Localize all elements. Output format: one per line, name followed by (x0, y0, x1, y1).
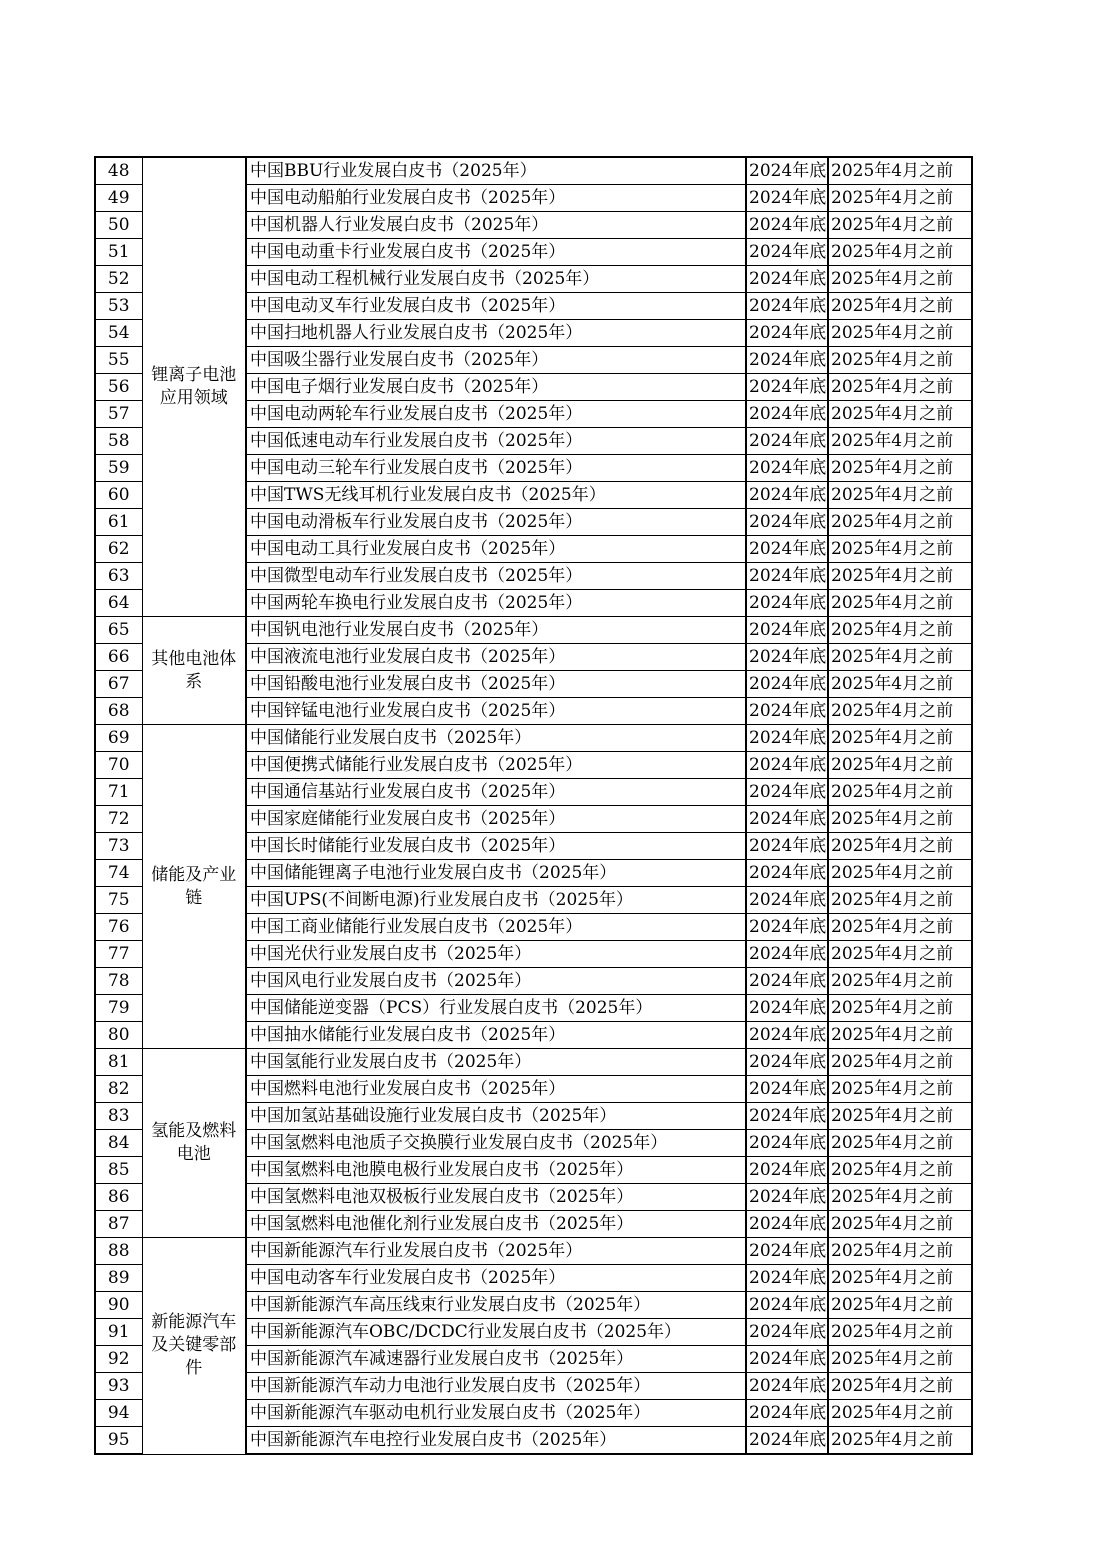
report-title: 中国新能源汽车减速器行业发展白皮书（2025年） (246, 1346, 746, 1373)
row-number: 92 (95, 1346, 142, 1373)
publish-date: 2025年4月之前 (828, 239, 972, 266)
publish-date: 2025年4月之前 (828, 1265, 972, 1292)
publish-date: 2025年4月之前 (828, 320, 972, 347)
publish-date: 2025年4月之前 (828, 536, 972, 563)
report-title: 中国吸尘器行业发展白皮书（2025年） (246, 347, 746, 374)
row-number: 88 (95, 1238, 142, 1265)
report-title: 中国微型电动车行业发展白皮书（2025年） (246, 563, 746, 590)
publish-date: 2025年4月之前 (828, 1373, 972, 1400)
report-title: 中国锌锰电池行业发展白皮书（2025年） (246, 698, 746, 725)
report-title: 中国液流电池行业发展白皮书（2025年） (246, 644, 746, 671)
publish-date: 2025年4月之前 (828, 698, 972, 725)
report-title: 中国氢燃料电池双极板行业发展白皮书（2025年） (246, 1184, 746, 1211)
row-number: 60 (95, 482, 142, 509)
data-deadline: 2024年底 (746, 1238, 828, 1265)
report-title: 中国电动滑板车行业发展白皮书（2025年） (246, 509, 746, 536)
row-number: 93 (95, 1373, 142, 1400)
row-number: 85 (95, 1157, 142, 1184)
data-deadline: 2024年底 (746, 617, 828, 644)
report-title: 中国风电行业发展白皮书（2025年） (246, 968, 746, 995)
data-deadline: 2024年底 (746, 1184, 828, 1211)
data-deadline: 2024年底 (746, 1427, 828, 1455)
report-title: 中国新能源汽车行业发展白皮书（2025年） (246, 1238, 746, 1265)
row-number: 86 (95, 1184, 142, 1211)
data-deadline: 2024年底 (746, 509, 828, 536)
report-title: 中国氢燃料电池质子交换膜行业发展白皮书（2025年） (246, 1130, 746, 1157)
data-deadline: 2024年底 (746, 536, 828, 563)
publish-date: 2025年4月之前 (828, 671, 972, 698)
report-title: 中国新能源汽车电控行业发展白皮书（2025年） (246, 1427, 746, 1455)
row-number: 71 (95, 779, 142, 806)
report-title: 中国钒电池行业发展白皮书（2025年） (246, 617, 746, 644)
data-deadline: 2024年底 (746, 806, 828, 833)
report-title: 中国电动客车行业发展白皮书（2025年） (246, 1265, 746, 1292)
data-deadline: 2024年底 (746, 1076, 828, 1103)
data-deadline: 2024年底 (746, 266, 828, 293)
table-row (95, 617, 972, 644)
publish-date: 2025年4月之前 (828, 374, 972, 401)
data-deadline: 2024年底 (746, 1022, 828, 1049)
report-schedule-table (94, 156, 973, 1455)
row-number: 72 (95, 806, 142, 833)
report-title: 中国机器人行业发展白皮书（2025年） (246, 212, 746, 239)
row-number: 50 (95, 212, 142, 239)
row-number: 82 (95, 1076, 142, 1103)
table-row (95, 1238, 972, 1265)
row-number: 69 (95, 725, 142, 752)
table-row (95, 157, 972, 185)
publish-date: 2025年4月之前 (828, 1157, 972, 1184)
row-number: 58 (95, 428, 142, 455)
publish-date: 2025年4月之前 (828, 617, 972, 644)
data-deadline: 2024年底 (746, 1319, 828, 1346)
publish-date: 2025年4月之前 (828, 347, 972, 374)
report-title: 中国新能源汽车OBC/DCDC行业发展白皮书（2025年） (246, 1319, 746, 1346)
report-title: 中国工商业储能行业发展白皮书（2025年） (246, 914, 746, 941)
publish-date: 2025年4月之前 (828, 860, 972, 887)
report-title: 中国氢能行业发展白皮书（2025年） (246, 1049, 746, 1076)
data-deadline: 2024年底 (746, 455, 828, 482)
data-deadline: 2024年底 (746, 482, 828, 509)
report-title: 中国新能源汽车动力电池行业发展白皮书（2025年） (246, 1373, 746, 1400)
table-row (95, 725, 972, 752)
report-title: 中国抽水储能行业发展白皮书（2025年） (246, 1022, 746, 1049)
report-title: 中国储能行业发展白皮书（2025年） (246, 725, 746, 752)
report-title: 中国电子烟行业发展白皮书（2025年） (246, 374, 746, 401)
publish-date: 2025年4月之前 (828, 1427, 972, 1455)
row-number: 51 (95, 239, 142, 266)
row-number: 83 (95, 1103, 142, 1130)
data-deadline: 2024年底 (746, 401, 828, 428)
publish-date: 2025年4月之前 (828, 914, 972, 941)
data-deadline: 2024年底 (746, 1049, 828, 1076)
row-number: 90 (95, 1292, 142, 1319)
data-deadline: 2024年底 (746, 1211, 828, 1238)
report-title: 中国储能锂离子电池行业发展白皮书（2025年） (246, 860, 746, 887)
report-title: 中国电动两轮车行业发展白皮书（2025年） (246, 401, 746, 428)
data-deadline: 2024年底 (746, 157, 828, 185)
data-deadline: 2024年底 (746, 779, 828, 806)
report-title: 中国电动工程机械行业发展白皮书（2025年） (246, 266, 746, 293)
publish-date: 2025年4月之前 (828, 806, 972, 833)
table-row (95, 1049, 972, 1076)
data-deadline: 2024年底 (746, 1292, 828, 1319)
row-number: 87 (95, 1211, 142, 1238)
report-title: 中国光伏行业发展白皮书（2025年） (246, 941, 746, 968)
category-cell: 储能及产业链 (142, 725, 246, 1049)
row-number: 81 (95, 1049, 142, 1076)
report-title: 中国氢燃料电池催化剂行业发展白皮书（2025年） (246, 1211, 746, 1238)
data-deadline: 2024年底 (746, 1265, 828, 1292)
report-title: 中国长时储能行业发展白皮书（2025年） (246, 833, 746, 860)
category-cell: 氢能及燃料电池 (142, 1049, 246, 1238)
row-number: 74 (95, 860, 142, 887)
data-deadline: 2024年底 (746, 1157, 828, 1184)
data-deadline: 2024年底 (746, 1103, 828, 1130)
row-number: 84 (95, 1130, 142, 1157)
row-number: 49 (95, 185, 142, 212)
report-title: 中国新能源汽车驱动电机行业发展白皮书（2025年） (246, 1400, 746, 1427)
row-number: 68 (95, 698, 142, 725)
row-number: 91 (95, 1319, 142, 1346)
report-title: 中国电动工具行业发展白皮书（2025年） (246, 536, 746, 563)
row-number: 57 (95, 401, 142, 428)
category-cell: 新能源汽车及关键零部件 (142, 1238, 246, 1455)
row-number: 56 (95, 374, 142, 401)
report-title: 中国两轮车换电行业发展白皮书（2025年） (246, 590, 746, 617)
publish-date: 2025年4月之前 (828, 157, 972, 185)
publish-date: 2025年4月之前 (828, 1103, 972, 1130)
data-deadline: 2024年底 (746, 752, 828, 779)
publish-date: 2025年4月之前 (828, 779, 972, 806)
row-number: 66 (95, 644, 142, 671)
report-title: 中国BBU行业发展白皮书（2025年） (246, 157, 746, 185)
data-deadline: 2024年底 (746, 1346, 828, 1373)
publish-date: 2025年4月之前 (828, 1346, 972, 1373)
report-title: 中国TWS无线耳机行业发展白皮书（2025年） (246, 482, 746, 509)
row-number: 73 (95, 833, 142, 860)
data-deadline: 2024年底 (746, 860, 828, 887)
report-title: 中国新能源汽车高压线束行业发展白皮书（2025年） (246, 1292, 746, 1319)
row-number: 79 (95, 995, 142, 1022)
data-deadline: 2024年底 (746, 1373, 828, 1400)
publish-date: 2025年4月之前 (828, 401, 972, 428)
publish-date: 2025年4月之前 (828, 1130, 972, 1157)
data-deadline: 2024年底 (746, 212, 828, 239)
publish-date: 2025年4月之前 (828, 968, 972, 995)
publish-date: 2025年4月之前 (828, 887, 972, 914)
data-deadline: 2024年底 (746, 320, 828, 347)
row-number: 80 (95, 1022, 142, 1049)
report-title: 中国电动三轮车行业发展白皮书（2025年） (246, 455, 746, 482)
row-number: 89 (95, 1265, 142, 1292)
data-deadline: 2024年底 (746, 239, 828, 266)
publish-date: 2025年4月之前 (828, 1319, 972, 1346)
category-cell: 其他电池体系 (142, 617, 246, 725)
report-title: 中国家庭储能行业发展白皮书（2025年） (246, 806, 746, 833)
publish-date: 2025年4月之前 (828, 1022, 972, 1049)
report-title: 中国便携式储能行业发展白皮书（2025年） (246, 752, 746, 779)
data-deadline: 2024年底 (746, 590, 828, 617)
row-number: 52 (95, 266, 142, 293)
data-deadline: 2024年底 (746, 968, 828, 995)
row-number: 59 (95, 455, 142, 482)
publish-date: 2025年4月之前 (828, 185, 972, 212)
publish-date: 2025年4月之前 (828, 590, 972, 617)
publish-date: 2025年4月之前 (828, 995, 972, 1022)
row-number: 65 (95, 617, 142, 644)
data-deadline: 2024年底 (746, 725, 828, 752)
publish-date: 2025年4月之前 (828, 725, 972, 752)
row-number: 67 (95, 671, 142, 698)
publish-date: 2025年4月之前 (828, 1211, 972, 1238)
report-title: 中国扫地机器人行业发展白皮书（2025年） (246, 320, 746, 347)
data-deadline: 2024年底 (746, 374, 828, 401)
report-title: 中国低速电动车行业发展白皮书（2025年） (246, 428, 746, 455)
data-deadline: 2024年底 (746, 563, 828, 590)
data-deadline: 2024年底 (746, 293, 828, 320)
report-title: 中国储能逆变器（PCS）行业发展白皮书（2025年） (246, 995, 746, 1022)
data-deadline: 2024年底 (746, 347, 828, 374)
publish-date: 2025年4月之前 (828, 1049, 972, 1076)
report-title: 中国燃料电池行业发展白皮书（2025年） (246, 1076, 746, 1103)
publish-date: 2025年4月之前 (828, 644, 972, 671)
publish-date: 2025年4月之前 (828, 1400, 972, 1427)
report-title: 中国加氢站基础设施行业发展白皮书（2025年） (246, 1103, 746, 1130)
publish-date: 2025年4月之前 (828, 1238, 972, 1265)
data-deadline: 2024年底 (746, 833, 828, 860)
publish-date: 2025年4月之前 (828, 293, 972, 320)
data-deadline: 2024年底 (746, 1130, 828, 1157)
publish-date: 2025年4月之前 (828, 752, 972, 779)
row-number: 78 (95, 968, 142, 995)
report-title: 中国铅酸电池行业发展白皮书（2025年） (246, 671, 746, 698)
report-title: 中国通信基站行业发展白皮书（2025年） (246, 779, 746, 806)
data-deadline: 2024年底 (746, 995, 828, 1022)
row-number: 70 (95, 752, 142, 779)
row-number: 61 (95, 509, 142, 536)
publish-date: 2025年4月之前 (828, 1184, 972, 1211)
report-title: 中国电动船舶行业发展白皮书（2025年） (246, 185, 746, 212)
row-number: 53 (95, 293, 142, 320)
publish-date: 2025年4月之前 (828, 266, 972, 293)
data-deadline: 2024年底 (746, 671, 828, 698)
row-number: 63 (95, 563, 142, 590)
report-title: 中国电动重卡行业发展白皮书（2025年） (246, 239, 746, 266)
row-number: 55 (95, 347, 142, 374)
publish-date: 2025年4月之前 (828, 1076, 972, 1103)
data-deadline: 2024年底 (746, 941, 828, 968)
data-deadline: 2024年底 (746, 644, 828, 671)
data-deadline: 2024年底 (746, 1400, 828, 1427)
data-deadline: 2024年底 (746, 185, 828, 212)
row-number: 75 (95, 887, 142, 914)
publish-date: 2025年4月之前 (828, 833, 972, 860)
data-deadline: 2024年底 (746, 887, 828, 914)
data-deadline: 2024年底 (746, 428, 828, 455)
publish-date: 2025年4月之前 (828, 428, 972, 455)
data-deadline: 2024年底 (746, 914, 828, 941)
row-number: 76 (95, 914, 142, 941)
category-cell: 锂离子电池应用领域 (142, 157, 246, 617)
publish-date: 2025年4月之前 (828, 212, 972, 239)
publish-date: 2025年4月之前 (828, 455, 972, 482)
row-number: 48 (95, 157, 142, 185)
row-number: 94 (95, 1400, 142, 1427)
data-deadline: 2024年底 (746, 698, 828, 725)
row-number: 64 (95, 590, 142, 617)
row-number: 95 (95, 1427, 142, 1455)
publish-date: 2025年4月之前 (828, 509, 972, 536)
row-number: 54 (95, 320, 142, 347)
row-number: 62 (95, 536, 142, 563)
row-number: 77 (95, 941, 142, 968)
report-title: 中国电动叉车行业发展白皮书（2025年） (246, 293, 746, 320)
report-title: 中国氢燃料电池膜电极行业发展白皮书（2025年） (246, 1157, 746, 1184)
report-title: 中国UPS(不间断电源)行业发展白皮书（2025年） (246, 887, 746, 914)
publish-date: 2025年4月之前 (828, 941, 972, 968)
publish-date: 2025年4月之前 (828, 482, 972, 509)
report-table-body (95, 157, 972, 1454)
publish-date: 2025年4月之前 (828, 1292, 972, 1319)
publish-date: 2025年4月之前 (828, 563, 972, 590)
